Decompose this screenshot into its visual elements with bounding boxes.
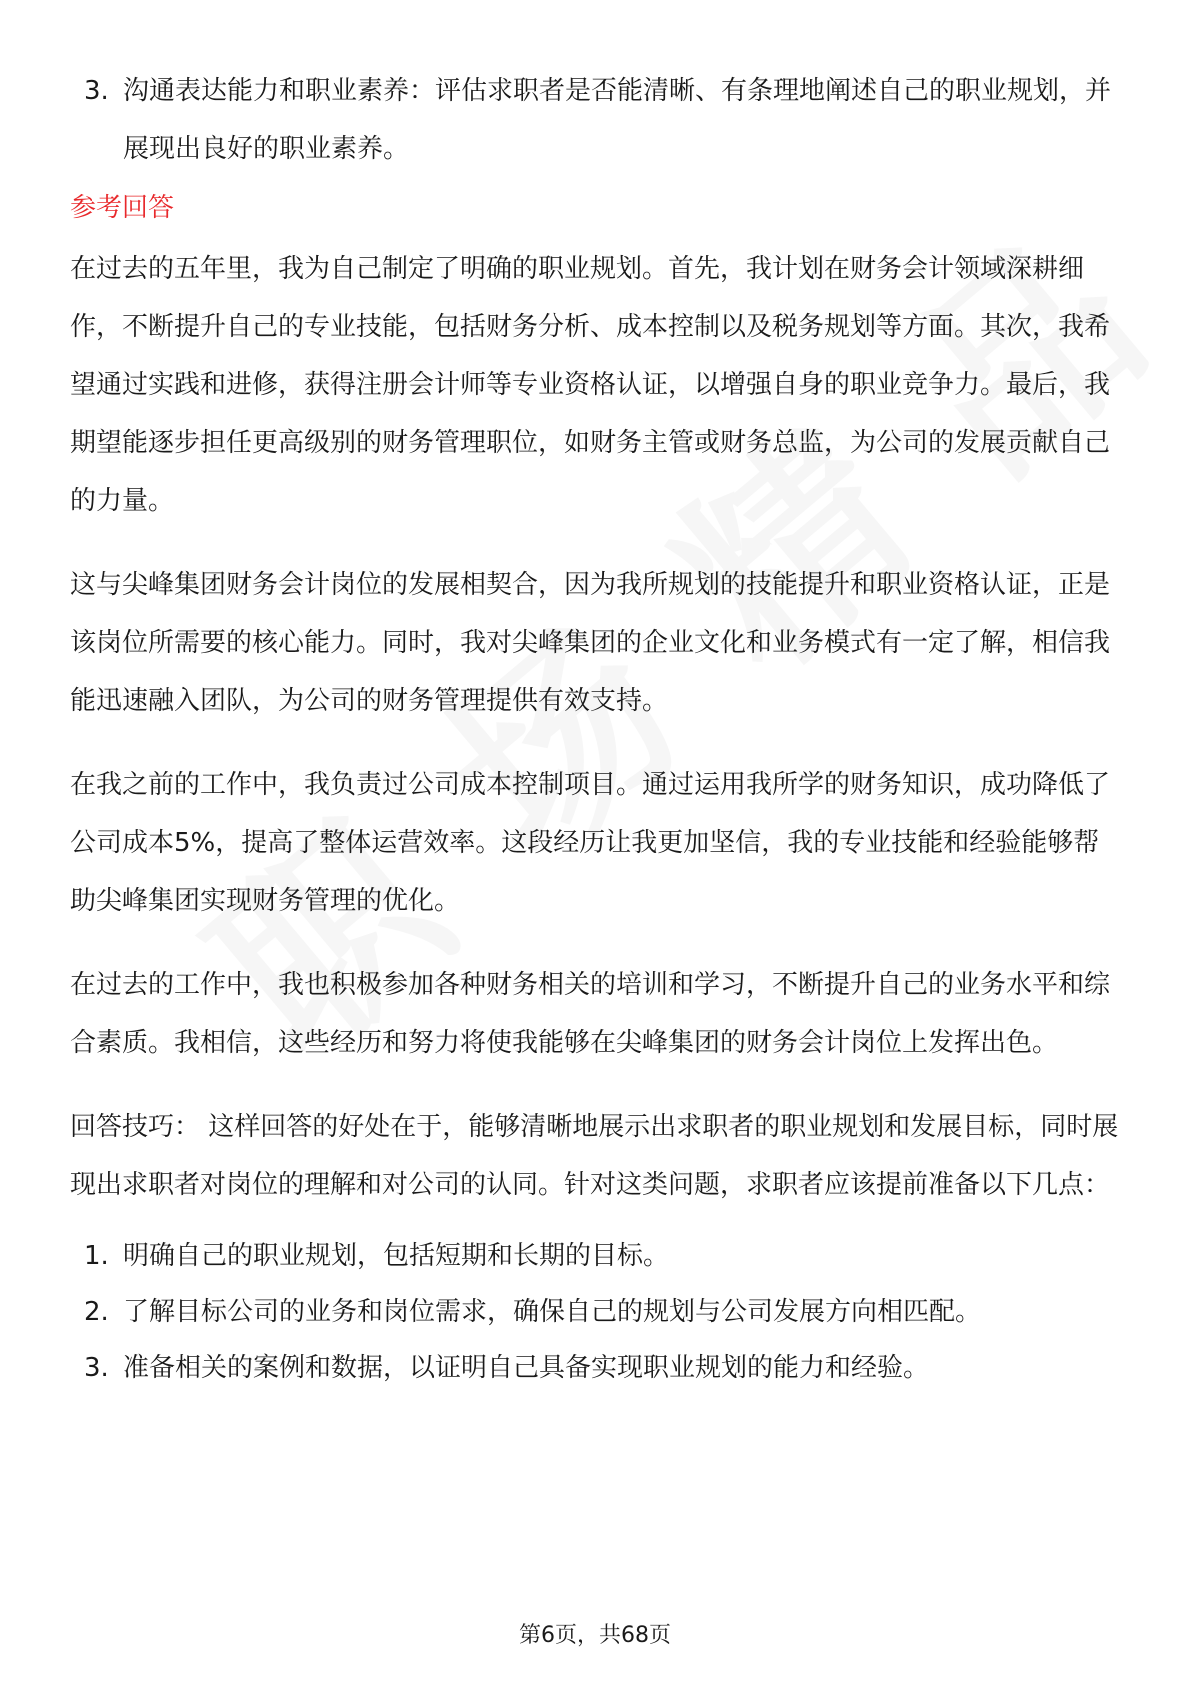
paragraph-2: 这与尖峰集团财务会计岗位的发展相契合，因为我所规划的技能提升和职业资格认证，正是该岗位所需要的核心能力。同时，我对尖峰集团的企业文化和业务模式有一定了解，相信我能迅速融入团队，为公司的财务管理提供有效支持。: [70, 570, 1111, 716]
paragraph-4: 在过去的工作中，我也积极参加各种财务相关的培训和学习，不断提升自己的业务水平和综合素质。我相信，这些经历和努力将使我能够在尖峰集团的财务会计岗位上发挥出色。: [70, 970, 1111, 1058]
list-number: 3.: [84, 1353, 109, 1383]
answer-tips-paragraph: 回答技巧： 这样回答的好处在于，能够清晰地展示出求职者的职业规划和发展目标，同时展现出求职者对岗位的理解和对公司的认同。针对这类问题，求职者应该提前准备以下几点：: [70, 1112, 1119, 1200]
list-text: 明确自己的职业规划，包括短期和长期的目标。: [123, 1241, 670, 1271]
document-body: [70, 62, 1120, 1396]
list-number: 3.: [84, 76, 109, 106]
tips-list: [70, 1228, 1120, 1396]
list-text: 了解目标公司的业务和岗位需求，确保自己的规划与公司发展方向相匹配。: [123, 1297, 982, 1327]
list-text: 沟通表达能力和职业素养：评估求职者是否能清晰、有条理地阐述自己的职业规划，并展现出良好的职业素养。: [123, 76, 1112, 164]
list-text: 准备相关的案例和数据，以证明自己具备实现职业规划的能力和经验。: [123, 1353, 930, 1383]
paragraph-3: 在我之前的工作中，我负责过公司成本控制项目。通过运用我所学的财务知识，成功降低了公司成本5%，提高了整体运营效率。这段经历让我更加坚信，我的专业技能和经验能够帮助尖峰集团实现财务管理的优化。: [70, 770, 1111, 916]
paragraph-1: 在过去的五年里，我为自己制定了明确的职业规划。首先，我计划在财务会计领域深耕细作，不断提升自己的专业技能，包括财务分析、成本控制以及税务规划等方面。其次，我希望通过实践和进修，获得注册会计师等专业资格认证，以增强自身的职业竞争力。最后，我期望能逐步担任更高级别的财务管理职位，如财务主管或财务总监，为公司的发展贡献自己的力量。: [70, 254, 1111, 516]
list-number: 1.: [84, 1241, 109, 1271]
list-item: [70, 1228, 1120, 1284]
section-title: 参考回答: [70, 193, 175, 223]
page-footer: 第6页，共68页: [519, 1623, 671, 1648]
evaluation-item-3: [70, 62, 1120, 178]
list-item: [70, 1340, 1120, 1396]
list-item: [70, 1284, 1120, 1340]
list-number: 2.: [84, 1297, 109, 1327]
